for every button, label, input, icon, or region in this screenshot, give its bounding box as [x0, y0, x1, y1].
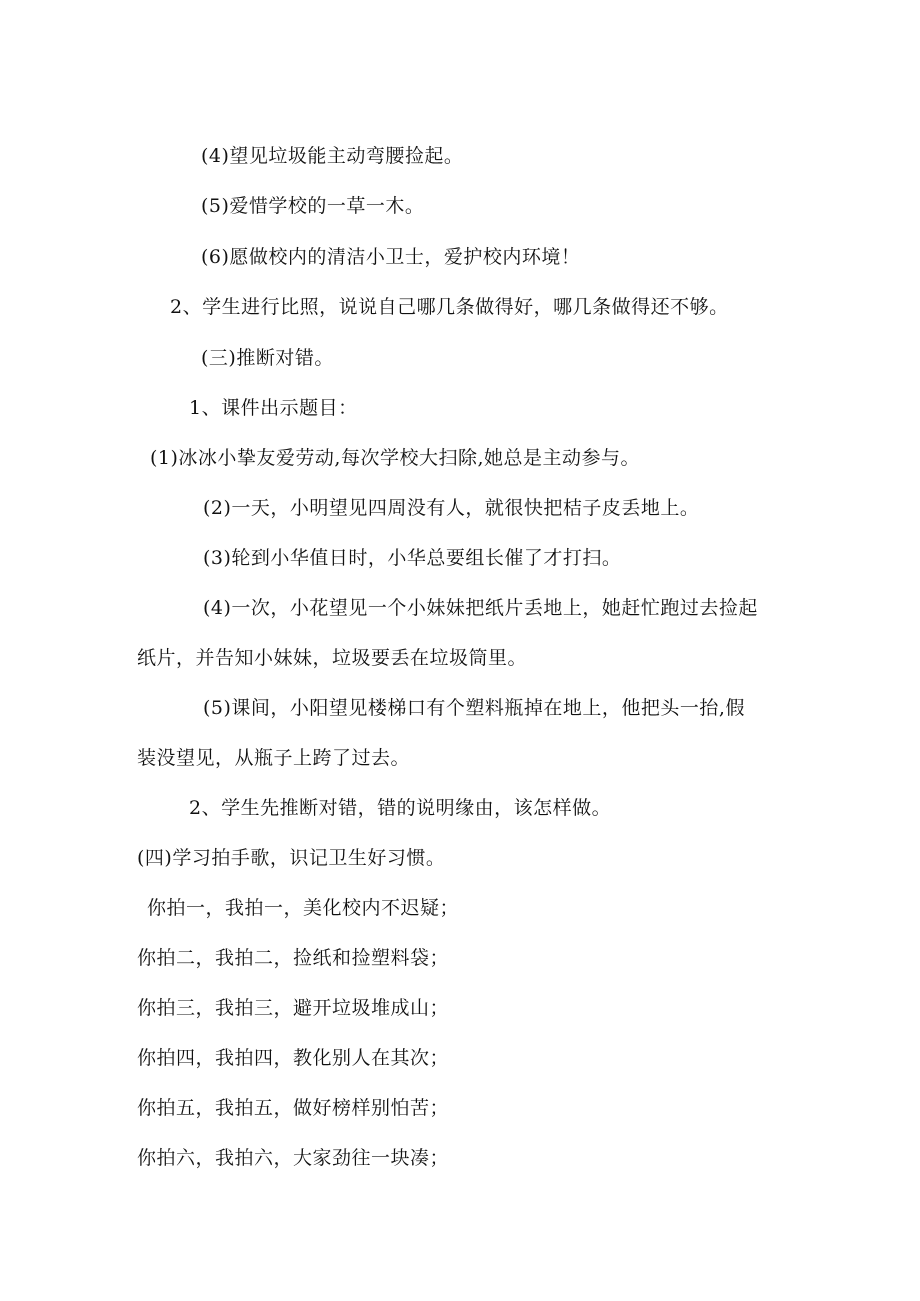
- text-line-14: 2、学生先推断对错，错的说明缘由，该怎样做。: [189, 797, 612, 819]
- rhyme-line-4: 你拍四，我拍四，教化别人在其次；: [137, 1047, 450, 1069]
- text-line-13: 装没望见，从瓶子上跨了过去。: [137, 747, 411, 769]
- rhyme-line-2: 你拍二，我拍二，捡纸和捡塑料袋；: [137, 947, 450, 969]
- rhyme-line-3: 你拍三，我拍三，避开垃圾堆成山；: [137, 997, 450, 1019]
- text-line-6: 1、课件出示题目：: [189, 397, 358, 419]
- rhyme-line-5: 你拍五，我拍五，做好榜样别怕苦；: [137, 1097, 450, 1119]
- rhyme-line-1: 你拍一，我拍一，美化校内不迟疑；: [147, 897, 460, 919]
- text-line-2: (5)爱惜学校的一草一木。: [201, 195, 425, 217]
- section-heading-4: (四)学习拍手歌，识记卫生好习惯。: [137, 847, 446, 869]
- section-heading-3: (三)推断对错。: [201, 347, 334, 369]
- text-line-12: (5)课间，小阳望见楼梯口有个塑料瓶掉在地上，他把头一抬,假: [203, 697, 745, 719]
- text-line-3: (6)愿做校内的清洁小卫士，爱护校内环境！: [201, 246, 581, 268]
- text-line-11: 纸片，并告知小妹妹，垃圾要丢在垃圾筒里。: [137, 647, 528, 669]
- text-line-1: (4)望见垃圾能主动弯腰捡起。: [201, 145, 464, 167]
- rhyme-line-6: 你拍六，我拍六，大家劲往一块凑；: [137, 1147, 450, 1169]
- text-line-8: (2)一天，小明望见四周没有人，就很快把桔子皮丢地上。: [203, 497, 700, 519]
- text-line-10: (4)一次，小花望见一个小妹妹把纸片丢地上，她赶忙跑过去捡起: [203, 597, 758, 619]
- text-line-9: (3)轮到小华值日时，小华总要组长催了才打扫。: [203, 547, 622, 569]
- text-line-4: 2、学生进行比照，说说自己哪几条做得好，哪几条做得还不够。: [170, 296, 729, 318]
- text-line-7: (1)冰冰小挚友爱劳动,每次学校大扫除,她总是主动参与。: [150, 447, 640, 469]
